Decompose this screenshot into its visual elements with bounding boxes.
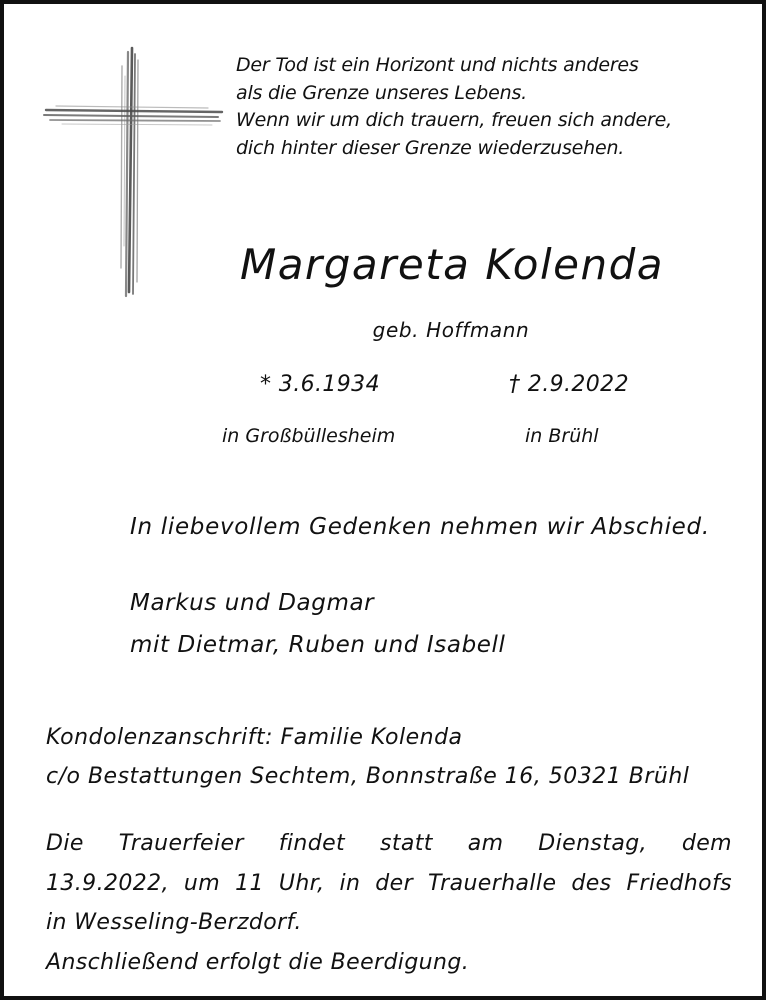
poem-line: dich hinter dieser Grenze wiederzusehen. xyxy=(236,136,625,159)
condolence-line: Kondolenzanschrift: Familie Kolenda xyxy=(46,725,463,750)
service-line: Die Trauerfeier findet statt am Dienstag, dem xyxy=(46,831,732,856)
funeral-service-info xyxy=(46,824,732,982)
family-signature xyxy=(130,582,506,666)
maiden-name: geb. Hoffmann xyxy=(372,318,530,342)
family-line: Markus und Dagmar xyxy=(130,590,375,616)
poem-line: Wenn wir um dich trauern, freuen sich andere, xyxy=(236,109,672,131)
farewell-text: In liebevollem Gedenken nehmen wir Abschied. xyxy=(130,514,710,540)
service-line: in Wesseling-Berzdorf. xyxy=(46,910,302,935)
condolence-line: c/o Bestattungen Sechtem, Bonnstraße 16, 50321 Brühl xyxy=(46,764,690,789)
death-place: in Brühl xyxy=(525,425,599,447)
service-line: 13.9.2022, um 11 Uhr, in der Trauerhalle des Friedhofs xyxy=(46,870,732,896)
poem-line: als die Grenze unseres Lebens. xyxy=(236,81,528,104)
birth-date: * 3.6.1934 xyxy=(260,372,380,397)
service-line: Anschließend erfolgt die Beerdigung. xyxy=(46,949,470,975)
family-line: mit Dietmar, Ruben und Isabell xyxy=(130,632,506,658)
poem xyxy=(236,52,672,162)
birth-place: in Großbüllesheim xyxy=(222,425,396,447)
poem-line: Der Tod ist ein Horizont und nichts anderes xyxy=(236,54,639,76)
condolence-address xyxy=(46,718,689,796)
deceased-name: Margareta Kolenda xyxy=(239,240,665,289)
death-date: † 2.9.2022 xyxy=(509,372,629,397)
